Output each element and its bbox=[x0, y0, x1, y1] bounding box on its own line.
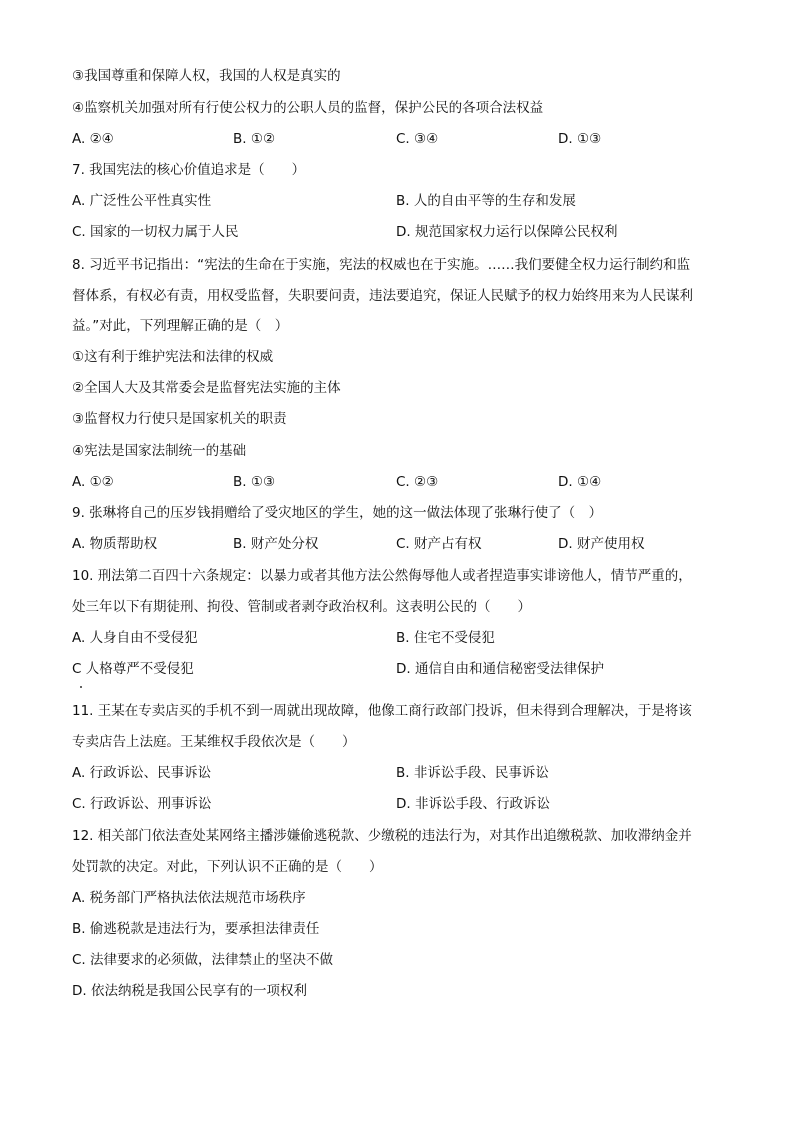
stray-mark bbox=[80, 686, 82, 688]
q10-option-c[interactable]: C 人格尊严不受侵犯 bbox=[72, 661, 194, 677]
q9-option-b[interactable]: B. 财产处分权 bbox=[233, 536, 319, 552]
q8-option-b[interactable]: B. ①③ bbox=[233, 474, 276, 490]
q7-option-d[interactable]: D. 规范国家权力运行以保障公民权利 bbox=[396, 224, 618, 240]
q8-stem-line-2: 督体系，有权必有责，用权受监督，失职要问责，违法要追究，保证人民赋予的权力始终用来为人民谋利 bbox=[72, 288, 693, 304]
q9-option-c[interactable]: C. 财产占有权 bbox=[396, 536, 482, 552]
q12-option-a[interactable]: A. 税务部门严格执法依法规范市场秩序 bbox=[72, 890, 306, 906]
q8-option-c[interactable]: C. ②③ bbox=[396, 474, 439, 490]
q11-stem-line-2: 专卖店告上法庭。王某维权手段依次是（ ） bbox=[72, 734, 356, 750]
q10-option-b[interactable]: B. 住宅不受侵犯 bbox=[396, 630, 495, 646]
q9-option-a[interactable]: A. 物质帮助权 bbox=[72, 536, 158, 552]
q11-option-b[interactable]: B. 非诉讼手段、民事诉讼 bbox=[396, 765, 549, 781]
q9-stem: 9. 张琳将自己的压岁钱捐赠给了受灾地区的学生，她的这一做法体现了张琳行使了（ ） bbox=[72, 505, 603, 521]
q11-option-c[interactable]: C. 行政诉讼、刑事诉讼 bbox=[72, 796, 212, 812]
q8-option-a[interactable]: A. ①② bbox=[72, 474, 114, 490]
q12-stem-line-2: 处罚款的决定。对此，下列认识不正确的是（ ） bbox=[72, 859, 383, 875]
q8-stem-line-3: 益。”对此，下列理解正确的是（ ） bbox=[72, 318, 289, 334]
q7-option-b[interactable]: B. 人的自由平等的生存和发展 bbox=[396, 193, 576, 209]
q8-item-3: ③监督权力行使只是国家机关的职责 bbox=[72, 411, 287, 427]
q8-item-4: ④宪法是国家法制统一的基础 bbox=[72, 443, 247, 459]
q7-stem: 7. 我国宪法的核心价值追求是（ ） bbox=[72, 162, 306, 178]
q8-stem-line-1: 8. 习近平书记指出：“宪法的生命在于实施，宪法的权威也在于实施。……我们要健全权力运行制约和监 bbox=[72, 257, 691, 273]
q11-stem-line-1: 11. 王某在专卖店买的手机不到一周就出现故障，他像工商行政部门投诉，但未得到合理解决，于是将该 bbox=[72, 703, 692, 719]
q7-option-a[interactable]: A. 广泛性公平性真实性 bbox=[72, 193, 212, 209]
q12-option-b[interactable]: B. 偷逃税款是违法行为，要承担法律责任 bbox=[72, 921, 320, 937]
q10-option-d[interactable]: D. 通信自由和通信秘密受法律保护 bbox=[396, 661, 604, 677]
q10-option-a[interactable]: A. 人身自由不受侵犯 bbox=[72, 630, 198, 646]
q11-option-a[interactable]: A. 行政诉讼、民事诉讼 bbox=[72, 765, 212, 781]
q10-stem-line-1: 10. 刑法第二百四十六条规定：以暴力或者其他方法公然侮辱他人或者捏造事实诽谤他人，情节严重的， bbox=[72, 568, 692, 584]
q6-option-a[interactable]: A. ②④ bbox=[72, 131, 114, 147]
q6-item-3: ③我国尊重和保障人权，我国的人权是真实的 bbox=[72, 68, 341, 84]
q6-option-c[interactable]: C. ③④ bbox=[396, 131, 439, 147]
q8-item-2: ②全国人大及其常委会是监督宪法实施的主体 bbox=[72, 380, 341, 396]
q6-option-b[interactable]: B. ①② bbox=[233, 131, 276, 147]
q9-option-d[interactable]: D. 财产使用权 bbox=[558, 536, 645, 552]
q8-option-d[interactable]: D. ①④ bbox=[558, 474, 602, 490]
q7-option-c[interactable]: C. 国家的一切权力属于人民 bbox=[72, 224, 239, 240]
q10-stem-line-2: 处三年以下有期徒刑、拘役、管制或者剥夺政治权利。这表明公民的（ ） bbox=[72, 599, 531, 615]
q12-option-d[interactable]: D. 依法纳税是我国公民享有的一项权利 bbox=[72, 983, 307, 999]
q6-item-4: ④监察机关加强对所有行使公权力的公职人员的监督，保护公民的各项合法权益 bbox=[72, 100, 544, 116]
q6-option-d[interactable]: D. ①③ bbox=[558, 131, 602, 147]
q11-option-d[interactable]: D. 非诉讼手段、行政诉讼 bbox=[396, 796, 550, 812]
q12-stem-line-1: 12. 相关部门依法查处某网络主播涉嫌偷逃税款、少缴税的违法行为，对其作出追缴税款、加收滞纳金并 bbox=[72, 828, 692, 844]
q8-item-1: ①这有利于维护宪法和法律的权威 bbox=[72, 349, 274, 365]
q12-option-c[interactable]: C. 法律要求的必须做，法律禁止的坚决不做 bbox=[72, 952, 334, 968]
